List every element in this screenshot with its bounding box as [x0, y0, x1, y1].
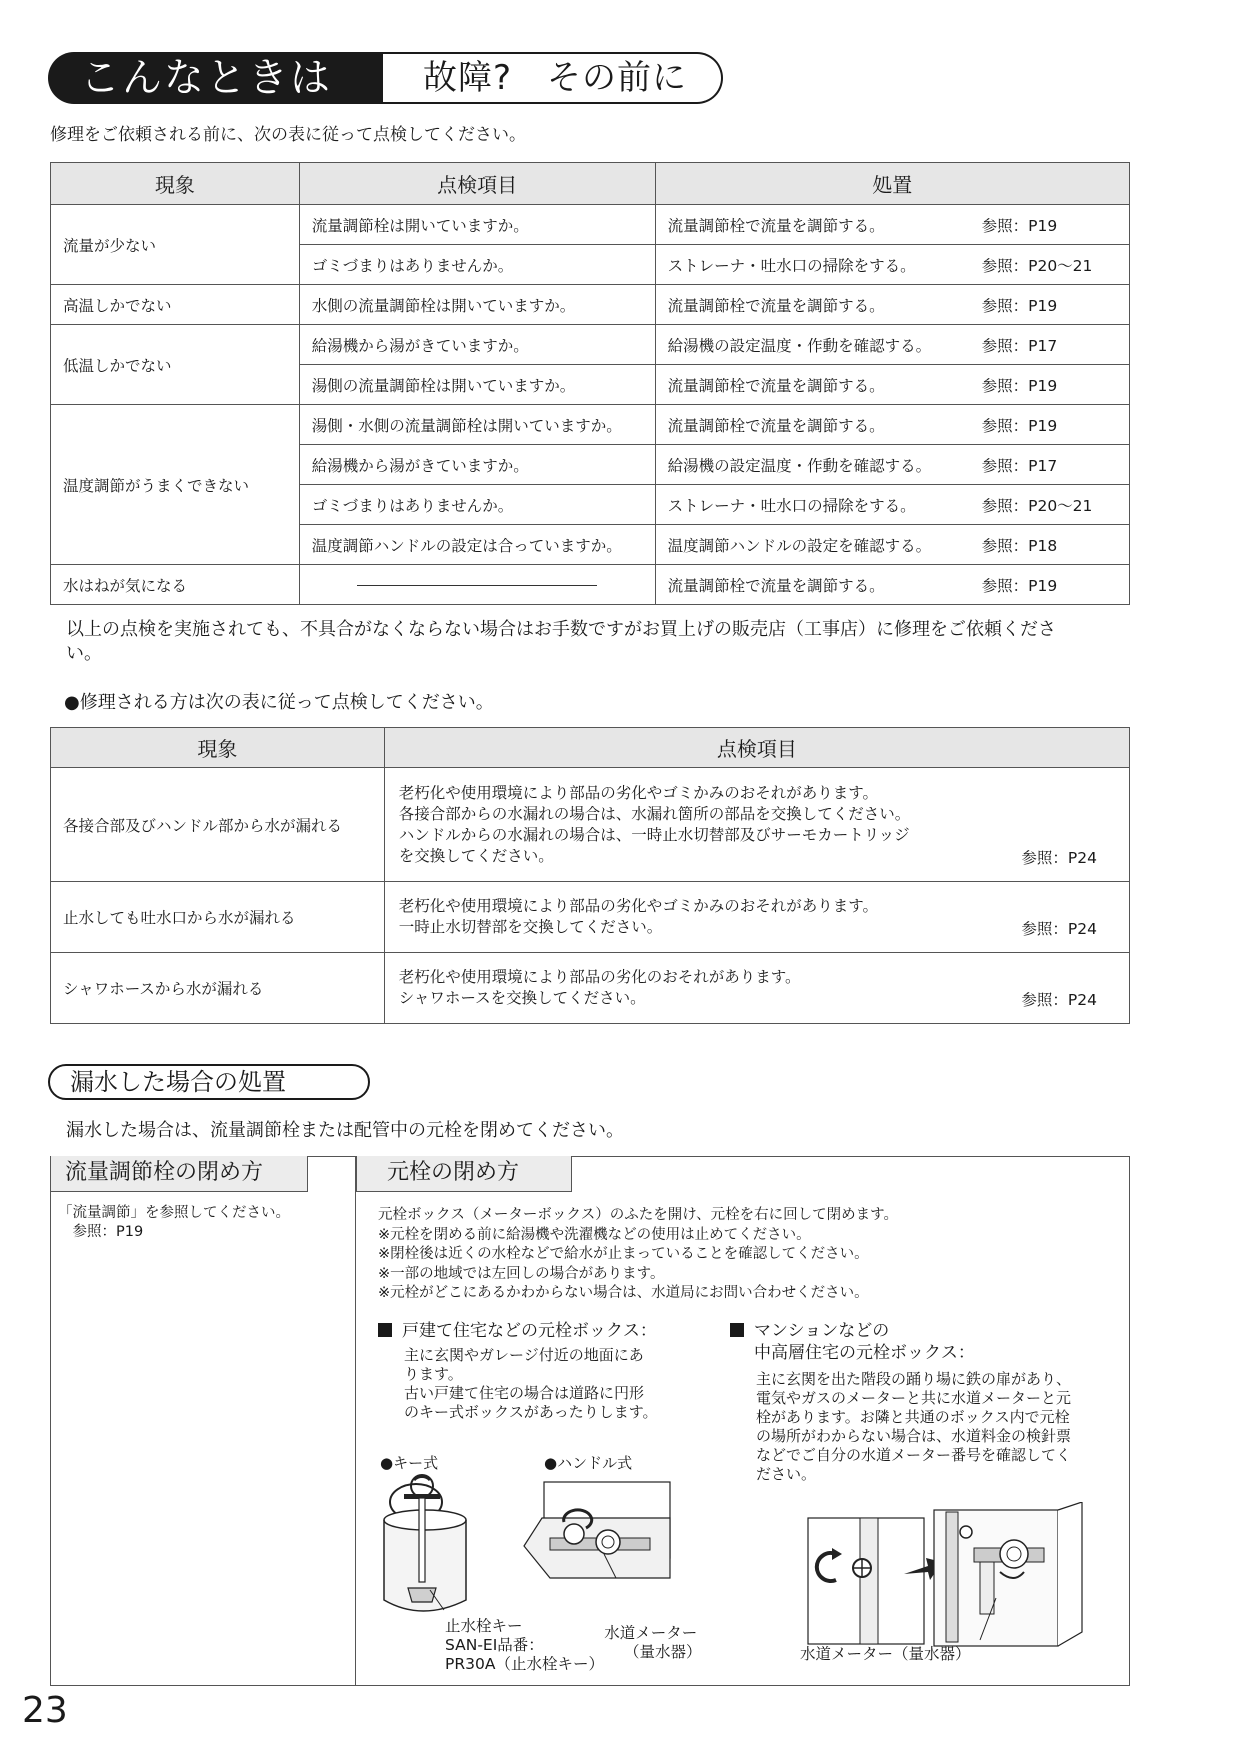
- key-type-label: ●キー式: [380, 1454, 439, 1472]
- square-bullet-icon: [730, 1323, 744, 1337]
- table-row: [51, 953, 1130, 1024]
- action-cell: [655, 245, 1129, 285]
- handle-type-box-illustration: [520, 1478, 680, 1598]
- description-line: 電気やガスのメーターと共に水道メーターと元: [756, 1389, 1072, 1407]
- description-line: の場所がわからない場合は、水道料金の検針票: [756, 1427, 1072, 1445]
- description-line: 主に玄関を出た階段の踊り場に鉄の扉があり、: [756, 1370, 1072, 1388]
- action-text: ストレーナ・吐水口の掃除をする。: [667, 256, 916, 275]
- phenomenon-cell: 止水しても吐水口から水が漏れる: [51, 882, 385, 953]
- intro-text: 修理をご依頼される前に、次の表に従って点検してください。: [50, 125, 526, 145]
- instruction-line: ※元栓がどこにあるかわからない場合は、水道局にお問い合わせください。: [378, 1285, 869, 1301]
- action-cell: [655, 525, 1129, 565]
- repairer-note: ●修理される方は次の表に従って点検してください。: [64, 692, 494, 713]
- header-phenomenon: 現象: [51, 728, 385, 768]
- instruction-line: ※元栓を閉める前に給湯機や洗濯機などの使用は止めてください。: [378, 1226, 811, 1243]
- page-reference: 参照：P17: [981, 456, 1058, 475]
- page-reference: 参照：P17: [981, 336, 1058, 355]
- label-line: PR30A（止水栓キー）: [445, 1655, 604, 1673]
- house-box-heading: [378, 1320, 657, 1342]
- repair-table: [50, 727, 1130, 1024]
- check-cell: [384, 953, 1129, 1024]
- main-valve-instructions: [378, 1206, 1118, 1304]
- description-line: などでご自分の水道メーター番号を確認してく: [756, 1446, 1072, 1464]
- instruction-line: ※閉栓後は近くの水栓などで給水が止まっていることを確認してください。: [378, 1246, 869, 1262]
- check-cell: 水側の流量調節栓は開いていますか。: [299, 285, 655, 325]
- page-reference: 参照：P24: [1021, 849, 1097, 867]
- table-header-row: [51, 728, 1130, 768]
- instruction-line: 参照：P19: [58, 1224, 144, 1240]
- troubleshooting-table: [50, 162, 1130, 605]
- action-text: 給湯機の設定温度・作動を確認する。: [667, 336, 932, 355]
- action-cell: [655, 365, 1129, 405]
- page-reference: 参照：P19: [981, 376, 1058, 395]
- action-cell: [655, 405, 1129, 445]
- check-cell: 温度調節ハンドルの設定は合っていますか。: [299, 525, 655, 565]
- instruction-line: 「流量調節」を参照してください。: [58, 1205, 290, 1221]
- header-check: 点検項目: [299, 163, 655, 205]
- page-number: 23: [22, 1690, 68, 1731]
- table-row: [51, 285, 1130, 325]
- header-title-main: こんなときは: [48, 52, 383, 104]
- water-meter-label: [600, 1624, 702, 1662]
- action-cell: [655, 325, 1129, 365]
- action-cell: [655, 485, 1129, 525]
- mansion-water-meter-label: 水道メーター（量水器）: [800, 1645, 971, 1663]
- check-line: を交換してください。: [398, 846, 554, 865]
- page-reference: 参照：P19: [981, 296, 1058, 315]
- header-title-sub: 故障? その前に: [383, 52, 723, 104]
- check-cell: 湯側の流量調節栓は開いていますか。: [299, 365, 655, 405]
- description-line: 栓があります。お隣と共通のボックス内で元栓: [756, 1408, 1070, 1426]
- repair-note: 以上の点検を実施されても、不具合がなくならない場合はお手数ですがお買上げの販売店（工事店）に修理をご依頼ください。: [66, 619, 1056, 664]
- handle-type-label: ●ハンドル式: [544, 1454, 633, 1472]
- phenomenon-cell: シャワホースから水が漏れる: [51, 953, 385, 1024]
- phenomenon-cell: 温度調節がうまくできない: [51, 405, 300, 565]
- phenomenon-cell: 低温しかでない: [51, 325, 300, 405]
- action-text: ストレーナ・吐水口の掃除をする。: [667, 496, 916, 515]
- description-line: ります。: [404, 1365, 463, 1383]
- check-cell: 流量調節栓は開いていますか。: [299, 205, 655, 245]
- mansion-meter-box-illustration: [800, 1502, 1100, 1652]
- page-reference: 参照：P19: [981, 416, 1058, 435]
- header-action: 処置: [655, 163, 1129, 205]
- check-line: シャワホースを交換してください。: [398, 989, 646, 1007]
- page-reference: 参照：P20～21: [981, 496, 1093, 515]
- check-line: ハンドルからの水漏れの場合は、一時止水切替部及びサーモカートリッジ: [398, 825, 910, 844]
- check-line: 各接合部からの水漏れの場合は、水漏れ箇所の部品を交換してください。: [398, 804, 911, 823]
- flow-valve-instructions: [58, 1204, 290, 1242]
- page-reference: 参照：P24: [1021, 920, 1097, 938]
- action-cell: [655, 445, 1129, 485]
- table-row: [51, 565, 1130, 605]
- label-line: SAN-EI品番：: [445, 1636, 544, 1654]
- action-text: 流量調節栓で流量を調節する。: [667, 416, 885, 435]
- mansion-box-title-2: 中高層住宅の元栓ボックス：: [754, 1343, 975, 1363]
- leak-section-intro: 漏水した場合は、流量調節栓または配管中の元栓を閉めてください。: [66, 1120, 624, 1141]
- action-text: 給湯機の設定温度・作動を確認する。: [667, 456, 932, 475]
- mansion-box-title-1: マンションなどの: [754, 1321, 890, 1341]
- check-cell: 給湯機から湯がきていますか。: [299, 445, 655, 485]
- page-reference: 参照：P18: [981, 536, 1058, 555]
- check-cell: [384, 882, 1129, 953]
- page-reference: 参照：P20～21: [981, 256, 1093, 275]
- page-header: [48, 52, 728, 104]
- header-check: 点検項目: [384, 728, 1129, 768]
- house-box-title: 戸建て住宅などの元栓ボックス：: [402, 1321, 657, 1341]
- action-text: 流量調節栓で流量を調節する。: [667, 576, 885, 595]
- check-line: 老朽化や使用環境により部品の劣化やゴミかみのおそれがあります。: [398, 897, 878, 915]
- action-text: 流量調節栓で流量を調節する。: [667, 216, 885, 235]
- check-cell-empty: [299, 565, 655, 605]
- label-line: 止水栓キー: [445, 1617, 523, 1635]
- label-line: （量水器）: [624, 1643, 702, 1661]
- check-cell: ゴミづまりはありませんか。: [299, 485, 655, 525]
- action-text: 流量調節栓で流量を調節する。: [667, 296, 885, 315]
- square-bullet-icon: [378, 1323, 392, 1337]
- check-line: 老朽化や使用環境により部品の劣化やゴミかみのおそれがあります。: [398, 783, 878, 802]
- action-cell: [655, 565, 1129, 605]
- table-row: [51, 205, 1130, 245]
- table-row: [51, 882, 1130, 953]
- flow-valve-close-label: 流量調節栓の閉め方: [50, 1156, 308, 1192]
- table-header-row: [51, 163, 1130, 205]
- page-reference: 参照：P24: [1021, 991, 1097, 1009]
- description-line: 主に玄関やガレージ付近の地面にあ: [404, 1346, 644, 1364]
- mansion-box-heading: [730, 1320, 975, 1364]
- check-cell: 給湯機から湯がきていますか。: [299, 325, 655, 365]
- phenomenon-cell: 流量が少ない: [51, 205, 300, 285]
- instruction-line: 元栓ボックス（メーターボックス）のふたを開け、元栓を右に回して閉めます。: [378, 1207, 898, 1223]
- leak-section-title: 漏水した場合の処置: [48, 1064, 370, 1100]
- check-cell: ゴミづまりはありませんか。: [299, 245, 655, 285]
- phenomenon-cell: 各接合部及びハンドル部から水が漏れる: [51, 768, 385, 882]
- check-line: 一時止水切替部を交換してください。: [398, 918, 663, 936]
- action-cell: [655, 205, 1129, 245]
- action-text: 温度調節ハンドルの設定を確認する。: [667, 536, 932, 555]
- table-row: [51, 405, 1130, 445]
- dash-line: [357, 585, 597, 586]
- check-line: 老朽化や使用環境により部品の劣化のおそれがあります。: [398, 968, 801, 986]
- table-row: [51, 768, 1130, 882]
- table-row: [51, 325, 1130, 365]
- label-line: 水道メーター: [604, 1624, 698, 1642]
- column-divider: [355, 1156, 356, 1686]
- description-line: ださい。: [756, 1465, 817, 1483]
- instruction-line: ※一部の地域では左回しの場合があります。: [378, 1265, 665, 1282]
- page-reference: 参照：P19: [981, 216, 1058, 235]
- description-line: 古い戸建て住宅の場合は道路に円形: [404, 1384, 645, 1402]
- phenomenon-cell: 高温しかでない: [51, 285, 300, 325]
- main-valve-close-label: 元栓の閉め方: [356, 1156, 572, 1192]
- action-cell: [655, 285, 1129, 325]
- stop-key-label: [445, 1617, 604, 1674]
- key-type-box-illustration: [368, 1472, 508, 1638]
- mansion-box-description: [756, 1370, 1071, 1484]
- header-phenomenon: 現象: [51, 163, 300, 205]
- house-box-description: [404, 1346, 658, 1422]
- action-text: 流量調節栓で流量を調節する。: [667, 376, 885, 395]
- check-cell: 湯側・水側の流量調節栓は開いていますか。: [299, 405, 655, 445]
- check-cell: [384, 768, 1129, 882]
- phenomenon-cell: 水はねが気になる: [51, 565, 300, 605]
- description-line: のキー式ボックスがあったりします。: [404, 1403, 658, 1421]
- page-reference: 参照：P19: [981, 576, 1058, 595]
